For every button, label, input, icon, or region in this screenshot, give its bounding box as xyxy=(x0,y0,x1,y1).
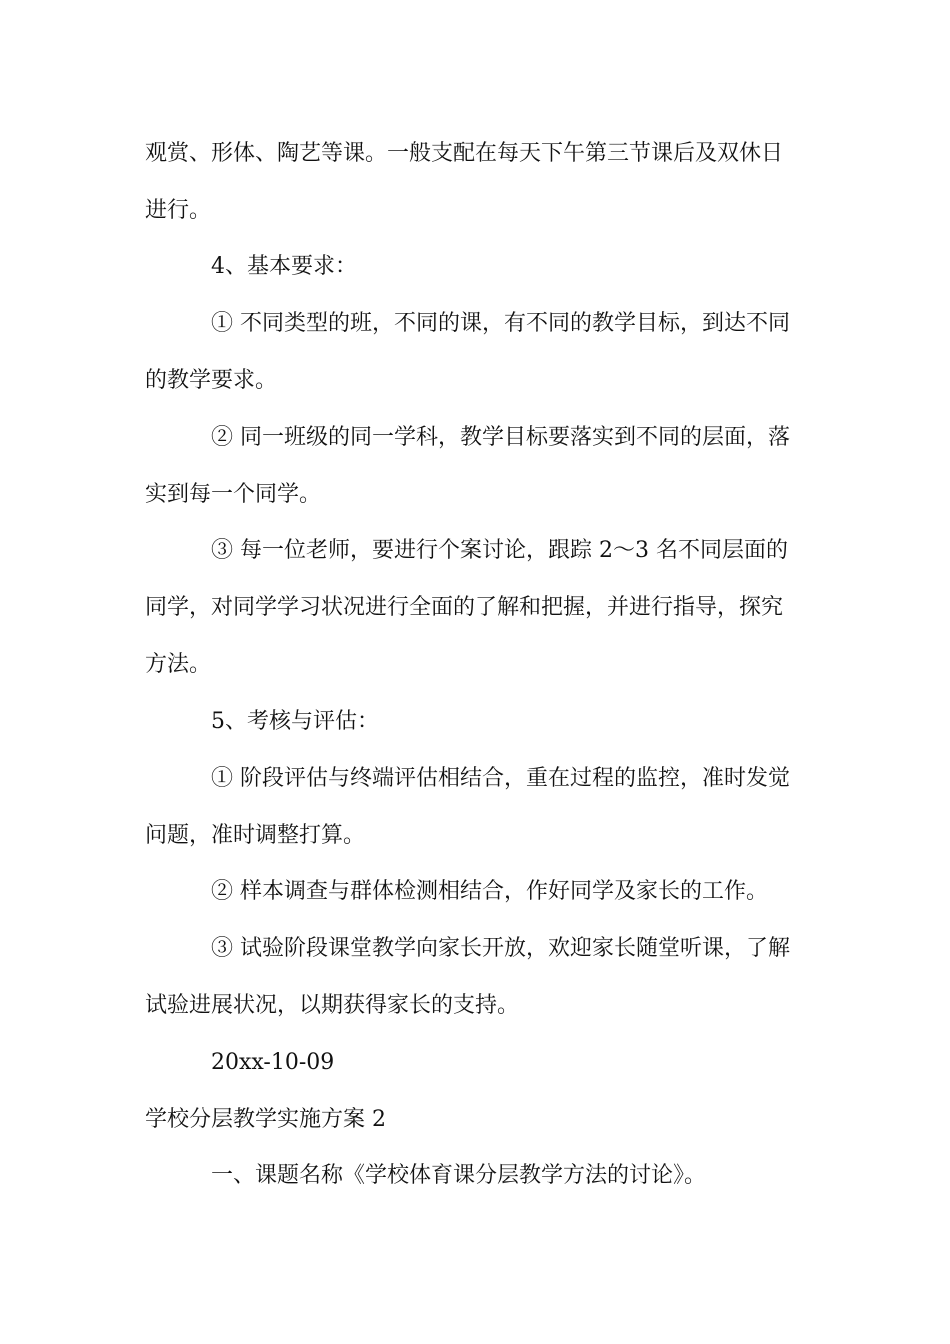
list-item-line: 实到每一个同学。 xyxy=(145,482,322,507)
document-title: 学校分层教学实施方案 2 xyxy=(145,1107,386,1132)
list-item-line: 试验进展状况，以期获得家长的支持。 xyxy=(145,993,520,1018)
list-item-line: ① 阶段评估与终端评估相结合，重在过程的监控，准时发觉 xyxy=(211,766,790,791)
list-item-line: 问题，准时调整打算。 xyxy=(145,823,366,848)
list-item-line: ③ 每一位老师，要进行个案讨论，跟踪 2～3 名不同层面的 xyxy=(211,538,788,563)
date-line: 20xx-10-09 xyxy=(211,1050,335,1075)
list-item-line: ② 样本调查与群体检测相结合，作好同学及家长的工作。 xyxy=(211,879,768,904)
paragraph-line: 一、课题名称《学校体育课分层教学方法的讨论》。 xyxy=(211,1163,707,1188)
list-item-line: ③ 试验阶段课堂教学向家长开放，欢迎家长随堂听课，了解 xyxy=(211,936,790,961)
list-item-line: 的教学要求。 xyxy=(145,368,278,393)
list-item-line: 方法。 xyxy=(145,652,212,677)
paragraph-line: 进行。 xyxy=(145,198,212,223)
list-item-line: 同学，对同学学习状况进行全面的了解和把握，并进行指导，探究 xyxy=(145,595,784,620)
section-heading: 4、基本要求： xyxy=(211,254,357,279)
list-item-line: ② 同一班级的同一学科，教学目标要落实到不同的层面，落 xyxy=(211,425,790,450)
list-item-line: ① 不同类型的班，不同的课，有不同的教学目标，到达不同 xyxy=(211,311,790,336)
paragraph-line: 观赏、形体、陶艺等课。一般支配在每天下午第三节课后及双休日 xyxy=(145,141,784,166)
section-heading: 5、考核与评估： xyxy=(211,709,379,734)
